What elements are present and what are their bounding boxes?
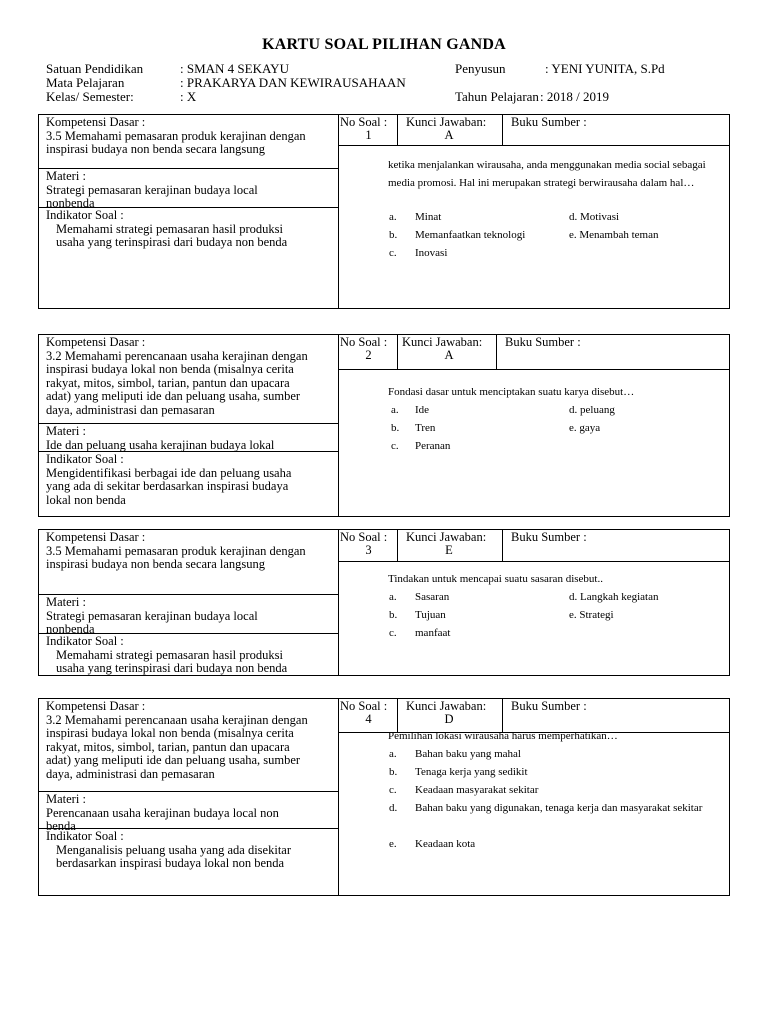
materi-line: Ide dan peluang usaha kerajinan budaya lokal (46, 437, 275, 452)
no-soal-value: 3 (365, 542, 372, 557)
option-text: Tren (415, 422, 436, 434)
no-soal-cell (338, 335, 398, 370)
card-left-column (39, 699, 339, 895)
option-letter: a. (389, 748, 397, 760)
option-text: e. Menambah teman (569, 229, 659, 241)
question-card-1 (38, 114, 730, 309)
materi-section (39, 594, 338, 636)
kunci-cell (398, 530, 503, 562)
kompetensi-line: adat) yang meliputi ide dan peluang usaha, sumber (46, 389, 301, 403)
option-text: manfaat (415, 627, 451, 639)
indikator-line: Mengidentifikasi berbagai ide dan peluang usaha (46, 465, 292, 480)
option-letter: c. (389, 247, 397, 259)
kunci-label: Kunci Jawaban: (406, 530, 487, 544)
question-stem: ketika menjalankan wirausaha, anda menggunakan media social sebagai media promosi. Hal ini merupakan strategi berwirausaha dalam hal… (388, 159, 706, 189)
kompetensi-label: Kompetensi Dasar : (46, 699, 146, 713)
indikator-line: usaha yang terinspirasi dari budaya non benda (56, 661, 288, 675)
question-card-4 (38, 698, 730, 896)
question-stem: Fondasi dasar untuk menciptakan suatu karya disebut… (388, 386, 635, 398)
kompetensi-line: daya, administrasi dan pemasaran (46, 766, 215, 781)
kompetensi-section (39, 115, 338, 168)
option-text: Ide (415, 404, 430, 416)
kompetensi-line: rakyat, mitos, simbol, tarian, pantun dan upacara (46, 375, 290, 390)
indikator-line: Memahami strategi pemasaran hasil produksi (56, 647, 284, 662)
option-letter: e. (389, 838, 397, 850)
option-text: Peranan (415, 440, 451, 452)
indikator-section (39, 828, 338, 888)
card-left-column (39, 335, 339, 516)
kompetensi-line: inspirasi budaya lokal non benda (misalnya cerita (46, 726, 294, 740)
no-soal-label: No Soal : (340, 530, 388, 544)
no-soal-cell (338, 530, 398, 562)
kunci-label: Kunci Jawaban: (406, 699, 487, 713)
kompetensi-section (39, 530, 338, 594)
option-letter: b. (389, 229, 398, 241)
kunci-label: Kunci Jawaban: (406, 115, 487, 129)
kompetensi-line: inspirasi budaya lokal non benda (misalnya cerita (46, 362, 294, 376)
indikator-label: Indikator Soal : (46, 208, 124, 222)
card-left-column (39, 530, 339, 675)
indikator-line: Memahami strategi pemasaran hasil produksi (56, 221, 284, 236)
kompetensi-line: inspirasi budaya non benda secara langsung (46, 142, 266, 156)
buku-label: Buku Sumber : (505, 335, 581, 349)
materi-section (39, 423, 338, 451)
buku-cell (503, 115, 729, 146)
no-soal-label: No Soal : (340, 115, 388, 129)
no-soal-value: 1 (365, 127, 372, 142)
kompetensi-line: daya, administrasi dan pemasaran (46, 402, 215, 417)
tahun-value: : 2018 / 2019 (540, 89, 609, 104)
materi-line: Strategi pemasaran kerajinan budaya local (46, 608, 258, 623)
question-stem: Pemilihan lokasi wirausaha harus memperhatikan… (388, 730, 618, 742)
buku-label: Buku Sumber : (511, 115, 587, 129)
materi-label: Materi : (46, 595, 86, 609)
buku-cell (503, 530, 729, 562)
materi-line: Strategi pemasaran kerajinan budaya local (46, 182, 258, 197)
kompetensi-label: Kompetensi Dasar : (46, 335, 146, 349)
kompetensi-line: 3.2 Memahami perencanaan usaha kerajinan dengan (46, 348, 308, 363)
materi-section (39, 791, 338, 833)
option-text: Tujuan (415, 609, 446, 621)
mapel-label: Mata Pelajaran (46, 75, 125, 90)
indikator-line: lokal non benda (46, 492, 126, 507)
indikator-label: Indikator Soal : (46, 634, 124, 648)
penyusun-label: Penyusun (455, 61, 506, 76)
no-soal-value: 4 (365, 711, 372, 726)
no-soal-label: No Soal : (340, 699, 388, 713)
kompetensi-section (39, 335, 338, 423)
kompetensi-section (39, 699, 338, 791)
question-card-2 (38, 334, 730, 517)
kunci-label: Kunci Jawaban: (402, 335, 483, 349)
kunci-value: D (444, 711, 454, 726)
materi-label: Materi : (46, 792, 86, 806)
question-card-3 (38, 529, 730, 676)
kunci-cell (398, 335, 497, 370)
indikator-label: Indikator Soal : (46, 452, 124, 466)
option-letter: a. (391, 404, 399, 416)
option-letter: c. (389, 784, 397, 796)
kompetensi-line: inspirasi budaya non benda secara langsung (46, 557, 266, 571)
option-text: d. Motivasi (569, 211, 620, 223)
kompetensi-line: rakyat, mitos, simbol, tarian, pantun dan upacara (46, 739, 290, 754)
option-text: Keadaan masyarakat sekitar (415, 784, 539, 796)
option-text: d. Langkah kegiatan (569, 591, 659, 603)
kompetensi-line: 3.2 Memahami perencanaan usaha kerajinan dengan (46, 712, 308, 727)
indikator-section (39, 633, 338, 675)
option-text: Minat (415, 211, 442, 223)
option-letter: d. (389, 802, 398, 814)
kunci-value: A (444, 127, 454, 142)
indikator-line: yang ada di sekitar berdasarkan inspirasi budaya (46, 479, 289, 493)
kunci-cell (398, 115, 503, 146)
indikator-line: usaha yang terinspirasi dari budaya non benda (56, 235, 288, 249)
indikator-line: berdasarkan inspirasi budaya lokal non benda (56, 856, 285, 870)
option-letter: a. (389, 591, 397, 603)
satuan-value: : SMAN 4 SEKAYU (180, 61, 289, 76)
materi-line: nonbenda (46, 196, 95, 210)
option-letter: c. (391, 440, 399, 452)
no-soal-value: 2 (365, 347, 372, 362)
option-text: Keadaan kota (415, 838, 476, 850)
materi-line: benda (46, 819, 76, 833)
option-text: d. peluang (569, 404, 615, 416)
indikator-section (39, 451, 338, 511)
penyusun-value: : YENI YUNITA, S.Pd (545, 61, 665, 76)
materi-line: Perencanaan usaha kerajinan budaya local non (46, 805, 279, 820)
kompetensi-label: Kompetensi Dasar : (46, 530, 146, 544)
page-title: KARTU SOAL PILIHAN GANDA (262, 36, 506, 53)
no-soal-cell (338, 115, 398, 146)
buku-label: Buku Sumber : (511, 530, 587, 544)
option-text: e. Strategi (569, 609, 614, 621)
option-letter: b. (391, 422, 400, 434)
option-text: Tenaga kerja yang sedikit (415, 766, 528, 778)
tahun-label: Tahun Pelajaran (455, 89, 539, 104)
indikator-label: Indikator Soal : (46, 829, 124, 843)
option-text: Bahan baku yang mahal (415, 748, 521, 760)
materi-line: nonbenda (46, 622, 95, 636)
indikator-section (39, 207, 338, 267)
kompetensi-line: adat) yang meliputi ide dan peluang usaha, sumber (46, 753, 301, 767)
kelas-value: : X (180, 89, 197, 104)
kunci-value: A (444, 347, 454, 362)
mapel-value: : PRAKARYA DAN KEWIRAUSAHAAN (180, 75, 406, 90)
indikator-line: Menganalisis peluang usaha yang ada disekitar (56, 842, 291, 857)
buku-label: Buku Sumber : (511, 699, 587, 713)
option-text: Bahan baku yang digunakan, tenaga kerja dan masyarakat sekitar (415, 802, 703, 814)
kompetensi-line: 3.5 Memahami pemasaran produk kerajinan dengan (46, 543, 306, 558)
option-text: Sasaran (415, 591, 450, 603)
materi-section (39, 168, 338, 210)
option-letter: c. (389, 627, 397, 639)
option-letter: a. (389, 211, 397, 223)
no-soal-label: No Soal : (340, 335, 388, 349)
kelas-label: Kelas/ Semester: (46, 89, 134, 104)
question-stem: Tindakan untuk mencapai suatu sasaran disebut.. (388, 573, 603, 585)
option-text: e. gaya (569, 422, 601, 434)
kompetensi-line: 3.5 Memahami pemasaran produk kerajinan dengan (46, 128, 306, 143)
option-text: Inovasi (415, 247, 448, 259)
materi-label: Materi : (46, 169, 86, 183)
option-letter: b. (389, 609, 398, 621)
buku-cell (497, 335, 729, 370)
option-text: Memanfaatkan teknologi (415, 229, 526, 241)
option-letter: b. (389, 766, 398, 778)
materi-label: Materi : (46, 424, 86, 438)
card-left-column (39, 115, 339, 308)
kompetensi-label: Kompetensi Dasar : (46, 115, 146, 129)
kunci-value: E (445, 542, 453, 557)
satuan-label: Satuan Pendidikan (46, 61, 144, 76)
